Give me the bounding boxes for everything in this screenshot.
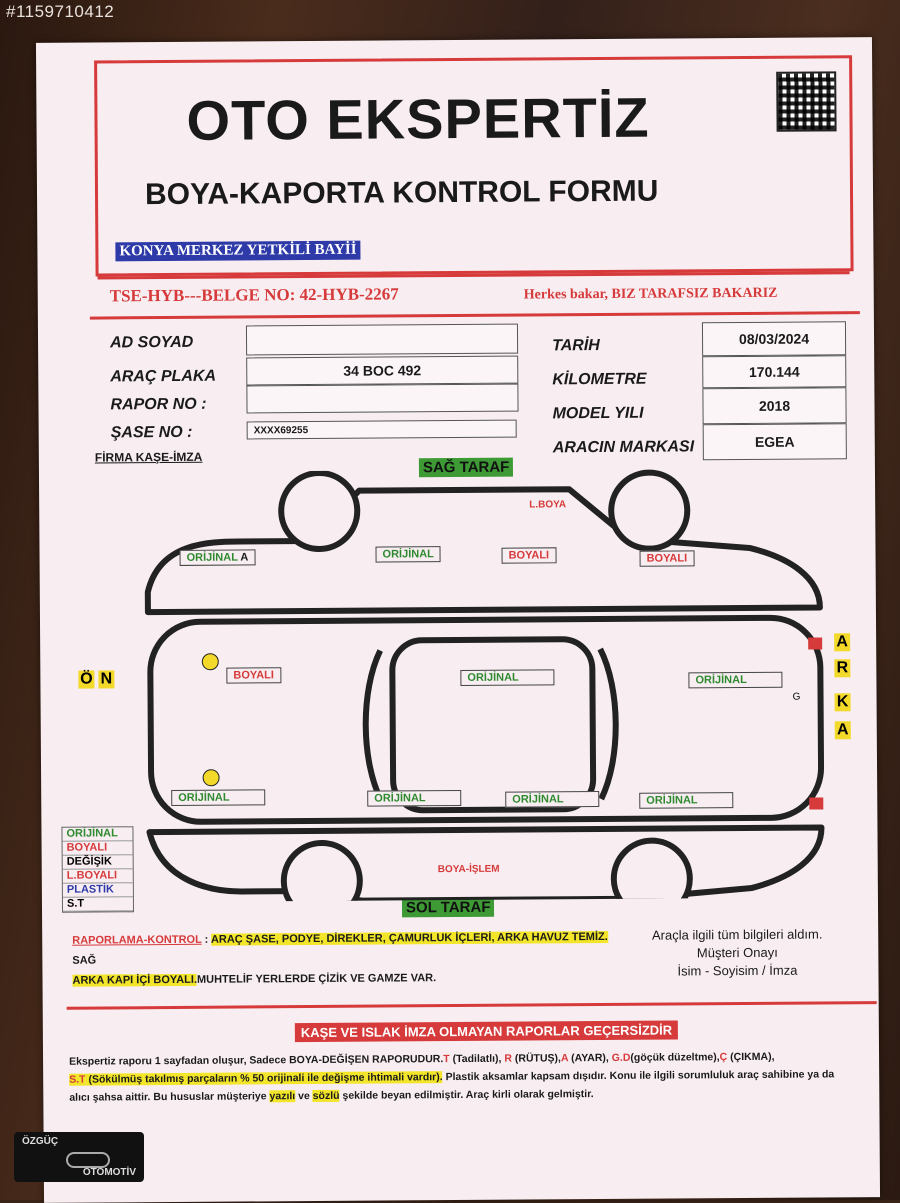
- sag-taraf-tag: SAĞ TARAF: [419, 458, 514, 478]
- sag-on-kapi-status: ORİJİNAL: [375, 546, 440, 562]
- sol-on-kapi-status: ORİJİNAL: [367, 790, 461, 807]
- musteri-onay: Araçla ilgili tüm bilgileri aldım. Müşteri Onayı İsim - Soyisim / İmza: [651, 926, 823, 979]
- belge-number: TSE-HYB---BELGE NO: 42-HYB-2267: [109, 284, 399, 306]
- rapor-field[interactable]: [246, 384, 518, 414]
- sase-label: ŞASE NO :: [110, 423, 193, 442]
- tarih-label: TARİH: [552, 337, 600, 355]
- disclaimer-paragraph: Ekspertiz raporu 1 sayfadan oluşur, Sadece BOYA-DEĞİŞEN RAPORUDUR.T (Tadilatlı), R (RÜTUŞ),A (AYAR), G.D(göçük düzeltme),Ç (ÇIKMA), S.T (Sökülmüş takılmış parçaların % 50 orijinali ile değişme ihtimali vardır). Plastik aksamlar kapsam dışıdır. Konu ile ilgili sorumluluk araç sahibine ya da alıcı şahsa aittir. Bu hususlar müşteriye yazılı ve sözlü şekilde beyan edilmiştir. Araç kirli olarak gelmiştir.: [69, 1050, 835, 1104]
- right-rear-wheel: [611, 472, 688, 549]
- raporlama-label: RAPORLAMA-KONTROL: [72, 933, 202, 947]
- marka-field[interactable]: EGEA: [703, 423, 847, 460]
- windshield-front: [365, 651, 381, 801]
- sol-arka-camurluk-status: ORİJİNAL: [639, 792, 733, 809]
- on-letter-1: Ö: [80, 670, 93, 688]
- headlight-icon: [202, 654, 218, 670]
- arka-letter-4: A: [835, 721, 851, 739]
- model-field[interactable]: 2018: [702, 387, 846, 424]
- footer-divider: [67, 1001, 877, 1010]
- taillight-icon: [808, 637, 822, 649]
- raporlama-text: RAPORLAMA-KONTROL : ARAÇ ŞASE, PODYE, DİREKLER, ÇAMURLUK İÇLERİ, ARKA HAVUZ TEMİZ. SAĞ ARKA KAPI İÇİ BOYALI.MUHTELİF YERLERDE ÇİZİK VE GAMZE VAR.: [72, 930, 608, 987]
- form-subtitle: BOYA-KAPORTA KONTROL FORMU: [144, 174, 659, 212]
- rapor-label: RAPOR NO :: [110, 395, 207, 414]
- arka-letter-3: K: [835, 693, 851, 711]
- arka-letter-2: R: [834, 659, 850, 677]
- roof: [392, 639, 593, 810]
- bagaj-note: G: [792, 691, 801, 703]
- marka-label: ARACIN MARKASI: [552, 438, 695, 457]
- car-logo-icon: [66, 1152, 110, 1168]
- listing-id: #1159710412: [6, 2, 115, 21]
- form-title: OTO EKSPERTİZ: [186, 85, 650, 152]
- plaka-label: ARAÇ PLAKA: [110, 367, 217, 386]
- plaka-field[interactable]: 34 BOC 492: [246, 356, 518, 386]
- on-letter-2: N: [98, 670, 114, 688]
- kaput-status: BOYALI: [226, 667, 281, 683]
- arka-letter-1: A: [834, 633, 850, 651]
- headlight-icon: [203, 770, 219, 786]
- dealer-label: KONYA MERKEZ YETKİLİ BAYİİ: [115, 241, 360, 262]
- legend-box: [61, 826, 134, 913]
- belge-divider: [90, 311, 860, 319]
- km-label: KİLOMETRE: [552, 370, 647, 389]
- model-label: MODEL YILI: [552, 404, 644, 423]
- slogan: Herkes bakar, BIZ TARAFSIZ BAKARIZ: [523, 285, 778, 303]
- legend-orijinal: ORİJİNAL: [62, 827, 132, 841]
- taillight-icon: [809, 797, 823, 809]
- legend-lboyali: L.BOYALI: [63, 869, 133, 883]
- ozguc-otomotiv-logo: [14, 1132, 144, 1182]
- tavan-status: ORİJİNAL: [460, 669, 554, 686]
- sol-arka-kapi-status: ORİJİNAL: [505, 791, 599, 808]
- legend-st: S.T: [63, 897, 133, 911]
- right-front-wheel: [281, 473, 358, 550]
- raporlama-line2-highlight: ARKA KAPI İÇİ BOYALI.: [72, 973, 198, 987]
- qr-code-icon: [776, 71, 836, 131]
- warning-banner: KAŞE VE ISLAK İMZA OLMAYAN RAPORLAR GEÇERSİZDİR: [295, 1020, 678, 1042]
- sol-taraf-tag: SOL TARAF: [402, 898, 495, 918]
- sag-arka-camurluk-status: BOYALI: [640, 550, 695, 566]
- legend-plastik: PLASTİK: [63, 883, 133, 897]
- firma-kase-label: FİRMA KAŞE-İMZA: [94, 449, 203, 465]
- left-rear-wheel: [614, 840, 691, 902]
- windshield-rear: [600, 649, 616, 799]
- sag-arka-kapi-status: BOYALI: [501, 547, 556, 563]
- inspection-form-paper: [36, 37, 880, 1203]
- legend-boyali: BOYALI: [63, 841, 133, 855]
- sase-field[interactable]: XXXX69255: [247, 420, 517, 440]
- legend-degisik: DEĞİŞİK: [63, 855, 133, 869]
- sag-on-camurluk-status: ORİJİNAL A: [180, 549, 256, 566]
- ad-soyad-label: AD SOYAD: [109, 333, 194, 352]
- sol-marspiyel-status: BOYA-İŞLEM: [437, 863, 500, 876]
- logo-bottom-text: OTOMOTİV: [82, 1167, 136, 1178]
- sol-on-camurluk-status: ORİJİNAL: [171, 789, 265, 806]
- tarih-field[interactable]: 08/03/2024: [702, 321, 846, 356]
- km-field[interactable]: 170.144: [702, 355, 846, 388]
- sag-marspiyel-status: L.BOYA: [529, 499, 567, 511]
- bagaj-status: ORİJİNAL: [688, 672, 782, 689]
- logo-top-text: ÖZGÜÇ: [22, 1136, 59, 1147]
- left-front-wheel: [284, 843, 361, 903]
- raporlama-highlight: ARAÇ ŞASE, PODYE, DİREKLER, ÇAMURLUK İÇLERİ, ARKA HAVUZ TEMİZ.: [210, 930, 608, 946]
- ad-soyad-field[interactable]: [246, 324, 518, 356]
